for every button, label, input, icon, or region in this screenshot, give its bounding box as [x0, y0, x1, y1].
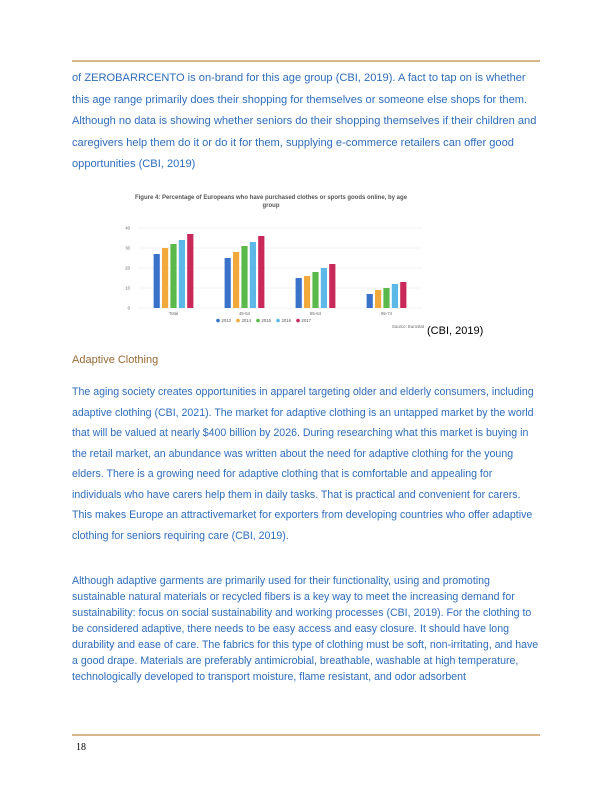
legend-label: 2013 [221, 318, 232, 323]
bar-65-74-2016 [392, 284, 398, 308]
adaptive-paragraph-1: The aging society creates opportunities in apparel targeting older and elderly consumers, including adaptive clothing (CBI, 2021). The market for adaptive clothing is an untapped market by the world that will be valued at nearly $400 billion by 2026. During researching what this market is buying in the retail market, an abundance was written about the need for adaptive clothing for the young elders. There is a growing need for adaptive clothing that is comfortable and appealing for individuals who have carers help them in daily tasks. That is practical and convenient for carers. This makes Europe an attractivemarket for exporters from developing countries who offer adaptive clothing for seniors requiring care (CBI, 2019). [72, 386, 534, 542]
y-tick-label: 10 [125, 285, 130, 291]
figure-citation: (CBI, 2019) [427, 325, 484, 337]
y-tick-label: 40 [125, 225, 130, 231]
legend-label: 2016 [281, 318, 292, 323]
bar-55-64-2013 [296, 278, 302, 308]
bar-55-64-2015 [312, 272, 318, 308]
legend-label: 2017 [301, 318, 312, 323]
y-tick-label: 0 [127, 305, 130, 311]
bar-45-54-2015 [241, 246, 247, 308]
y-tick-label: 20 [125, 265, 130, 271]
legend-marker [296, 319, 300, 323]
legend-marker [216, 319, 220, 323]
legend-marker [276, 319, 280, 323]
chart-source: Source: Eurostat [391, 324, 424, 329]
bar-45-54-2017 [258, 236, 264, 308]
footer-rule [72, 734, 540, 736]
bar-65-74-2013 [367, 294, 373, 308]
x-tick-label: Total [168, 311, 179, 316]
chart-title: Figure 4: Percentage of Europeans who have purchased clothes or sports goods online, by age group [134, 195, 408, 209]
bar-45-54-2013 [225, 258, 231, 308]
header-rule [72, 60, 540, 62]
legend-marker [236, 319, 240, 323]
bar-45-54-2014 [233, 252, 239, 308]
bar-65-74-2015 [383, 288, 389, 308]
intro-paragraph: of ZEROBARRCENTO is on-brand for this age group (CBI, 2019). A fact to tap on is whether this age range primarily does their shopping for themselves or someone else shops for them. Although no data is showing whether seniors do their shopping themselves if their children and caregivers help them do it or do it for them, supplying e-commerce retailers can offer good opportunities (CBI, 2019) [72, 72, 537, 170]
bar-Total-2016 [179, 240, 185, 308]
legend-label: 2014 [241, 318, 252, 323]
legend-label: 2015 [261, 318, 272, 323]
bar-Total-2015 [170, 244, 176, 308]
bar-Total-2014 [162, 248, 168, 308]
bar-65-74-2017 [400, 282, 406, 308]
section-heading: Adaptive Clothing [72, 354, 159, 366]
page-number: 18 [76, 742, 86, 753]
y-tick-label: 30 [125, 245, 130, 251]
bar-45-54-2016 [250, 242, 256, 308]
bar-55-64-2017 [329, 264, 335, 308]
bar-Total-2013 [154, 254, 160, 308]
x-tick-label: 55-64 [310, 311, 321, 316]
figure-chart [112, 190, 430, 335]
bar-chart [112, 190, 430, 335]
adaptive-paragraph-2: Although adaptive garments are primarily used for their functionality, using and promoting sustainable natural materials or recycled fibers is a key way to meet the increasing demand for sustainability: focus on social sustainability and working processes (CBI, 2019). For the clothing to be considered adaptive, there needs to be easy access and easy closure. It should have long durability and ease of care. The fabrics for this type of clothing must be soft, non-irritating, and have a good drape. Materials are preferably antimicrobial, breathable, washable at high temperature, technologically developed to transport moisture, flame resistant, and odor adsorbent [72, 575, 539, 683]
x-tick-label: 45-54 [239, 311, 250, 316]
bar-Total-2017 [187, 234, 193, 308]
x-tick-label: 65-74 [381, 311, 392, 316]
legend-marker [256, 319, 260, 323]
bar-55-64-2016 [321, 268, 327, 308]
bar-55-64-2014 [304, 276, 310, 308]
bar-65-74-2014 [375, 290, 381, 308]
